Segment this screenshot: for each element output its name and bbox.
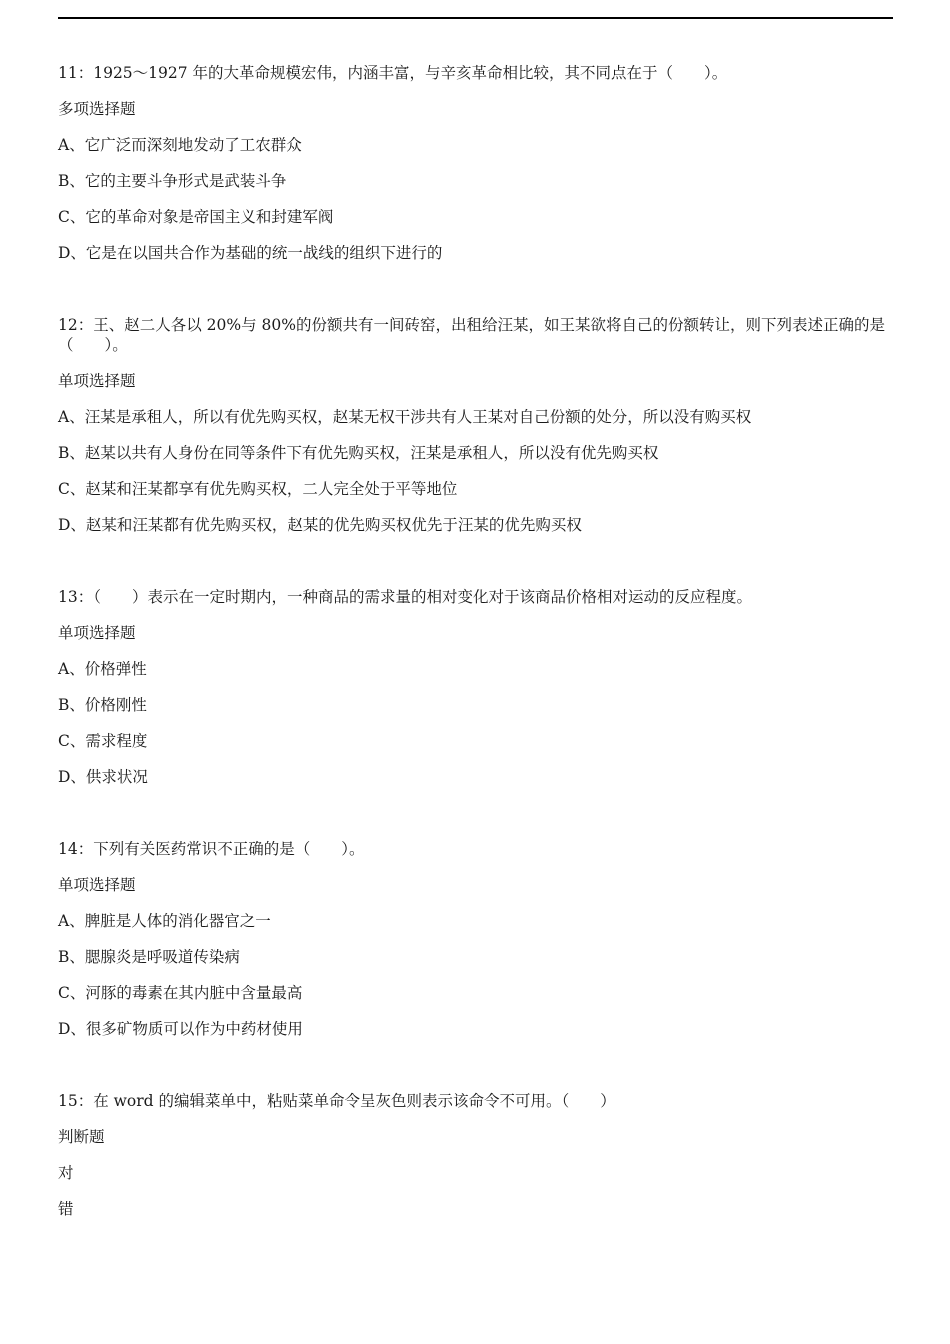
option-d[interactable]: D、很多矿物质可以作为中药材使用 [58, 1020, 303, 1038]
question-15 [58, 1091, 894, 1219]
question-type: 单项选择题 [58, 624, 136, 642]
option-b[interactable]: B、赵某以共有人身份在同等条件下有优先购买权，汪某是承租人，所以没有优先购买权 [58, 444, 659, 462]
question-11 [58, 63, 894, 263]
option-a[interactable]: A、脾脏是人体的消化器官之一 [58, 912, 271, 930]
option-d[interactable]: D、供求状况 [58, 768, 148, 786]
option-b[interactable]: B、它的主要斗争形式是武装斗争 [58, 172, 287, 190]
question-14 [58, 839, 894, 1039]
question-type: 单项选择题 [58, 372, 136, 390]
question-13 [58, 587, 894, 787]
option-c[interactable]: C、它的革命对象是帝国主义和封建军阀 [58, 208, 334, 226]
option-c[interactable]: C、河豚的毒素在其内脏中含量最高 [58, 984, 303, 1002]
option-b[interactable]: B、腮腺炎是呼吸道传染病 [58, 948, 240, 966]
option-b[interactable]: B、价格刚性 [58, 696, 147, 714]
option-a[interactable]: A、它广泛而深刻地发动了工农群众 [58, 136, 302, 154]
question-stem: 15：在 word 的编辑菜单中，粘贴菜单命令呈灰色则表示该命令不可用。（ ） [58, 1092, 616, 1110]
question-stem: 14：下列有关医药常识不正确的是（ ）。 [58, 840, 365, 858]
option-a[interactable]: A、汪某是承租人，所以有优先购买权，赵某无权干涉共有人王某对自己份额的处分，所以没有购买权 [58, 408, 752, 426]
option-false[interactable]: 错 [58, 1200, 74, 1218]
question-type: 多项选择题 [58, 100, 136, 118]
question-stem: 13：（ ）表示在一定时期内，一种商品的需求量的相对变化对于该商品价格相对运动的反应程度。 [58, 588, 752, 606]
question-stem: 12：王、赵二人各以 20%与 80%的份额共有一间砖窑，出租给汪某，如王某欲将自己的份额转让，则下列表述正确的是（ ）。 [58, 316, 885, 354]
option-c[interactable]: C、需求程度 [58, 732, 148, 750]
question-12 [58, 315, 894, 535]
option-c[interactable]: C、赵某和汪某都享有优先购买权，二人完全处于平等地位 [58, 480, 458, 498]
option-d[interactable]: D、赵某和汪某都有优先购买权，赵某的优先购买权优先于汪某的优先购买权 [58, 516, 582, 534]
question-type: 单项选择题 [58, 876, 136, 894]
top-rule [58, 17, 893, 19]
option-true[interactable]: 对 [58, 1164, 74, 1182]
option-d[interactable]: D、它是在以国共合作为基础的统一战线的组织下进行的 [58, 244, 443, 262]
option-a[interactable]: A、价格弹性 [58, 660, 147, 678]
question-stem: 11：1925～1927 年的大革命规模宏伟，内涵丰富，与辛亥革命相比较，其不同点在于（ ）。 [58, 64, 728, 82]
question-type: 判断题 [58, 1128, 105, 1146]
